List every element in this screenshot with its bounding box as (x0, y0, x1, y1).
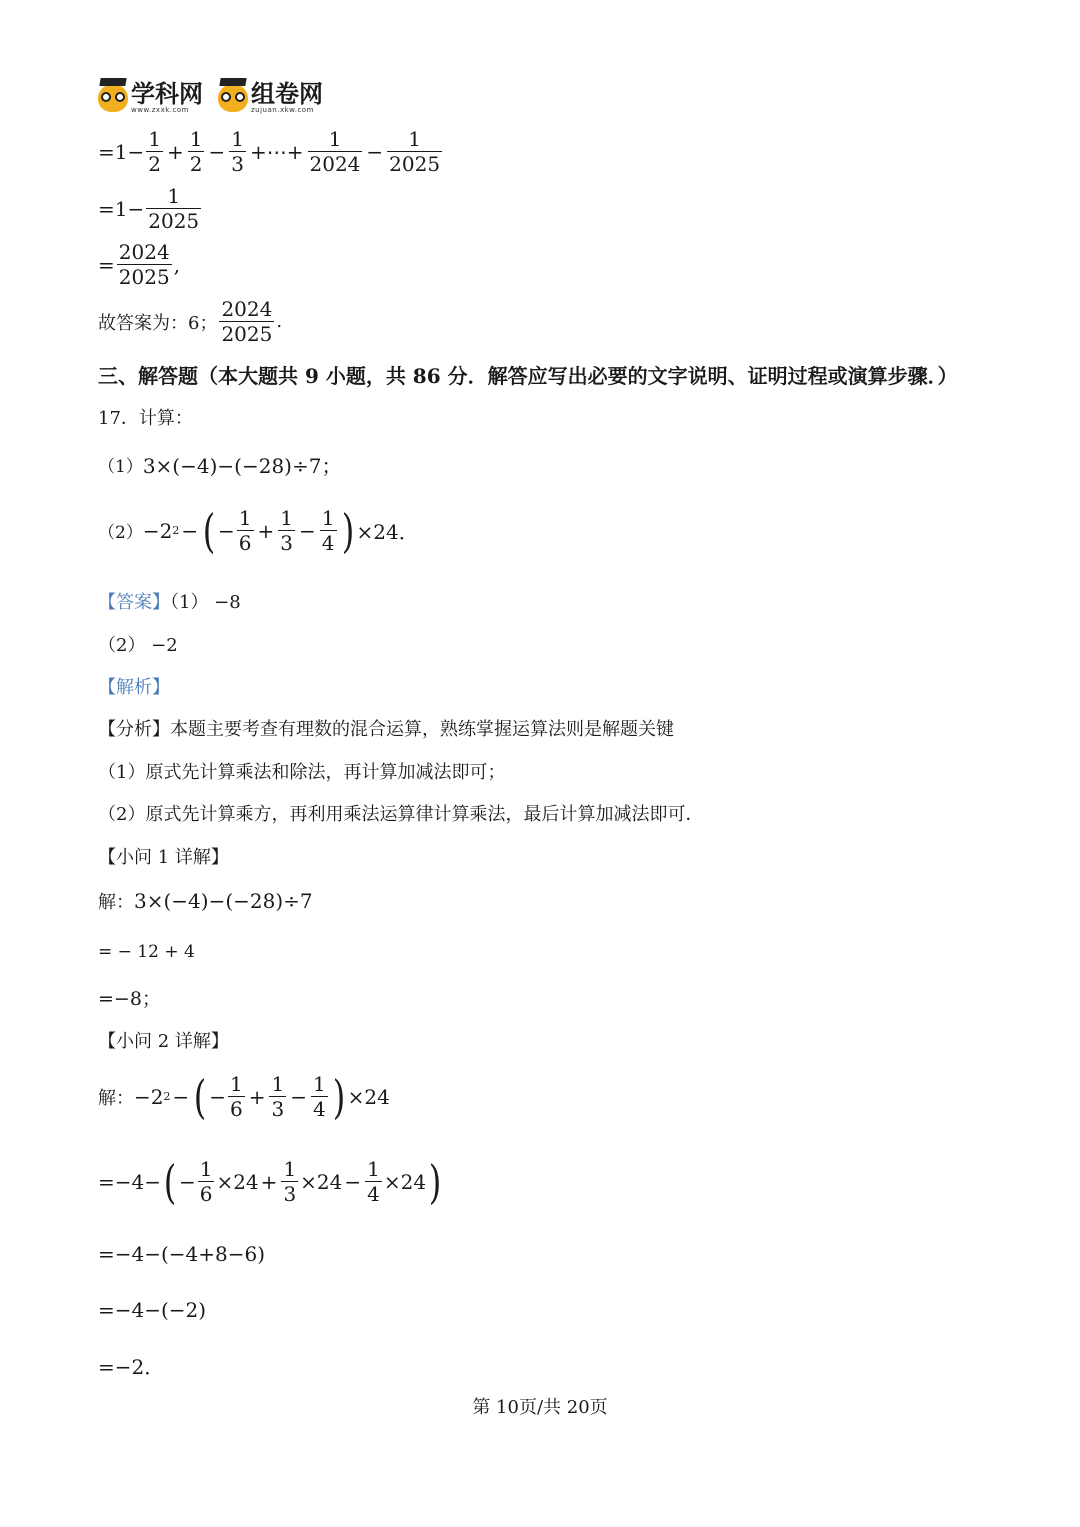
detail-2-step-4: =−4−(−2) (98, 1298, 207, 1322)
prev-step-3: = $\frac{2024}{2025}$ , (98, 240, 181, 289)
logo-zujuan-url: zujuan.xkw.com (251, 106, 314, 114)
fraction: $\frac{1}{3}$ (280, 506, 294, 555)
analysis-tag: 【解析】 (98, 677, 170, 698)
detail-1-step-1: 解： 3×(−4)−(−28)÷7 (98, 889, 313, 913)
page-footer: 第 10页/共 20页 (472, 1397, 608, 1418)
fraction: $\frac{1}{4}$ (321, 506, 335, 555)
detail-2-step-3: =−4−(−4+8−6) (98, 1242, 266, 1266)
logo-zxxk-url: www.zxxk.com (131, 106, 189, 114)
fraction: $\frac{1}{2025}$ (389, 127, 441, 176)
fraction: $\frac{1}{4}$ (312, 1072, 326, 1121)
question-part-1: （1） 3×(−4)−(−28)÷7； (98, 454, 342, 478)
fraction: $\frac{2024}{2025}$ (221, 297, 273, 346)
question-title: 17．计算： (98, 408, 193, 429)
detail-2-step-1: 解： −2 2 − ( − $\frac{1}{6}$ + $\frac{1}{3}$ − $\frac{1}{4}$ ) ×24 (98, 1069, 390, 1124)
analysis-summary: 【分析】本题主要考查有理数的混合运算，熟练掌握运算法则是解题关键 (98, 719, 674, 740)
fraction: $\frac{1}{6}$ (238, 506, 252, 555)
detail-1-step-3: =−8； (98, 988, 161, 1010)
detail-1-title: 【小问 1 详解】 (98, 847, 229, 868)
detail-2-step-2: =−4− ( − $\frac{1}{6}$ ×24 + $\frac{1}{3}$ ×24 − $\frac{1}{4}$ ×24 ) (98, 1154, 442, 1209)
logo-zujuan-text: 组卷网 (251, 80, 323, 108)
analysis-part-1: （1）原式先计算乘法和除法，再计算加减法即可； (98, 762, 506, 783)
fraction: $\frac{1}{4}$ (367, 1157, 380, 1206)
prev-answer: 故答案为：6； $\frac{2024}{2025}$ . (98, 297, 283, 346)
analysis-part-2: （2）原式先计算乘方，再利用乘法运算律计算乘法，最后计算加减法即可． (98, 804, 704, 825)
prev-step-1: =1− $\frac{1}{2}$ + $\frac{1}{2}$ − $\frac{1}{3}$ +⋯+ $\frac{1}{2024}$ − $\frac{1}{2025}$ (98, 127, 441, 176)
fraction: $\frac{2024}{2025}$ (118, 240, 170, 289)
logo-zujuan (218, 82, 323, 114)
answer-line-1: 【答案】（1） −8 (98, 592, 241, 613)
owl-logo-icon (98, 84, 128, 112)
fraction: $\frac{1}{6}$ (229, 1072, 243, 1121)
question-part-2: （2） −2 2 − ( − $\frac{1}{6}$ + $\frac{1}{3}$ − $\frac{1}{4}$ ) ×24． (98, 503, 419, 558)
prev-step-2: =1− $\frac{1}{2025}$ (98, 184, 200, 233)
fraction: $\frac{1}{2025}$ (148, 184, 200, 233)
detail-1-step-2: = − 12 + 4 (98, 942, 195, 962)
fraction: $\frac{1}{2}$ (189, 127, 203, 176)
logo-zxxk (98, 82, 203, 114)
section-title: 三、解答题（本大题共 9 小题，共 86 分．解答应写出必要的文字说明、证明过程或演算步骤．） (98, 364, 958, 388)
fraction: $\frac{1}{2}$ (148, 127, 161, 176)
fraction: $\frac{1}{3}$ (231, 127, 244, 176)
logo-zxxk-text: 学科网 (131, 80, 203, 108)
fraction: $\frac{1}{3}$ (283, 1157, 297, 1206)
fraction: $\frac{1}{6}$ (199, 1157, 213, 1206)
detail-2-title: 【小问 2 详解】 (98, 1031, 229, 1052)
owl-logo-icon (218, 84, 248, 112)
detail-2-step-5: =−2． (98, 1355, 165, 1379)
answer-line-2: （2） −2 (98, 635, 178, 656)
answer-tag: 【答案】 (98, 592, 170, 613)
fraction: $\frac{1}{3}$ (271, 1072, 285, 1121)
fraction: $\frac{1}{2024}$ (309, 127, 361, 176)
